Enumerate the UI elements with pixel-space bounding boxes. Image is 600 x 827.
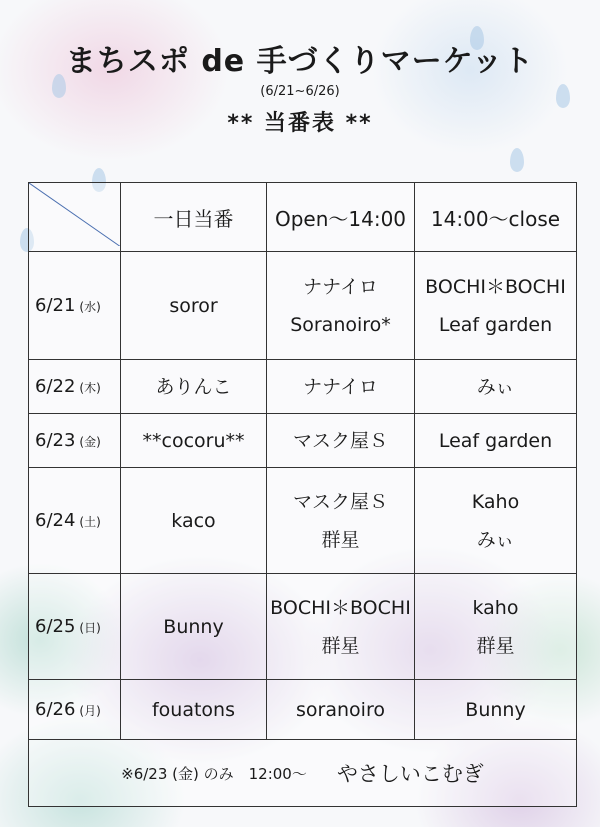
column-header-all-day: 一日当番 <box>121 183 267 252</box>
vendor-name: 群星 <box>476 634 515 657</box>
date-cell <box>29 468 121 574</box>
column-header-open-to-14: Open～14:00 <box>267 183 415 252</box>
open-to-14-cell <box>267 252 415 360</box>
14-to-close-cell <box>415 252 577 360</box>
table-row <box>29 414 577 468</box>
vendor-name: Kaho <box>471 490 520 513</box>
vendor-name: マスク屋Ｓ <box>292 429 388 452</box>
vendor-name: BOCHI＊BOCHI <box>270 596 411 619</box>
column-header-14-to-close: 14:00～close <box>415 183 577 252</box>
vendor-name: ナナイロ <box>303 275 378 298</box>
footer-name: やさしいこむぎ <box>336 762 484 787</box>
date-label: 6/24 <box>35 510 76 532</box>
vendor-name: みぃ <box>476 375 515 398</box>
table-header-row <box>29 183 577 252</box>
vendor-name: ナナイロ <box>303 375 378 398</box>
table-row <box>29 360 577 414</box>
vendor-name: 群星 <box>321 528 360 551</box>
14-to-close-cell <box>415 574 577 680</box>
date-cell <box>29 414 121 468</box>
date-cell <box>29 680 121 740</box>
vendor-name: Bunny <box>465 698 526 721</box>
diagonal-line-icon <box>29 183 120 246</box>
table-corner-cell <box>29 183 121 252</box>
14-to-close-cell <box>415 360 577 414</box>
table-row <box>29 680 577 740</box>
weekday-label: (月) <box>79 704 101 719</box>
vendor-name: Leaf garden <box>438 429 553 452</box>
14-to-close-cell <box>415 468 577 574</box>
weekday-label: (木) <box>79 381 101 396</box>
vendor-name: みぃ <box>476 528 515 551</box>
weekday-label: (日) <box>79 621 101 636</box>
vendor-name: soror <box>169 294 218 317</box>
all-day-cell <box>121 252 267 360</box>
date-cell <box>29 360 121 414</box>
vendor-name: fouatons <box>151 698 235 721</box>
open-to-14-cell <box>267 574 415 680</box>
page-title: まちスポ de 手づくりマーケット <box>65 44 535 79</box>
vendor-name: kaho <box>472 596 519 619</box>
date-label: 6/23 <box>35 430 76 452</box>
vendor-name: **cocoru** <box>142 429 245 452</box>
table-row <box>29 252 577 360</box>
date-cell <box>29 252 121 360</box>
date-label: 6/26 <box>35 699 76 721</box>
footer-note: ※6/23 (金) のみ 12:00～ <box>121 764 307 783</box>
14-to-close-cell <box>415 680 577 740</box>
weekday-label: (土) <box>79 515 101 530</box>
open-to-14-cell <box>267 680 415 740</box>
vendor-name: Soranoiro* <box>290 313 391 336</box>
vendor-name: soranoiro <box>296 698 385 721</box>
vendor-name: Leaf garden <box>438 313 553 336</box>
date-range: (6/21~6/26) <box>260 84 340 99</box>
table-footer-row <box>29 740 577 807</box>
date-label: 6/22 <box>35 376 76 398</box>
14-to-close-cell <box>415 414 577 468</box>
vendor-name: ありんこ <box>155 375 232 398</box>
date-label: 6/21 <box>35 295 76 317</box>
weekday-label: (金) <box>79 435 101 450</box>
all-day-cell <box>121 360 267 414</box>
open-to-14-cell <box>267 360 415 414</box>
table-row <box>29 574 577 680</box>
all-day-cell <box>121 468 267 574</box>
all-day-cell <box>121 680 267 740</box>
open-to-14-cell <box>267 468 415 574</box>
table-row <box>29 468 577 574</box>
footer-cell <box>29 740 577 807</box>
vendor-name: 群星 <box>321 634 360 657</box>
open-to-14-cell <box>267 414 415 468</box>
date-label: 6/25 <box>35 616 76 638</box>
vendor-name: BOCHI＊BOCHI <box>425 275 566 298</box>
vendor-name: マスク屋Ｓ <box>292 490 388 513</box>
date-cell <box>29 574 121 680</box>
raindrop-decoration <box>510 148 524 172</box>
page-subtitle: ** 当番表 ** <box>227 111 373 136</box>
all-day-cell <box>121 414 267 468</box>
vendor-name: Bunny <box>163 615 224 638</box>
weekday-label: (水) <box>79 300 101 315</box>
duty-schedule-table <box>28 182 576 807</box>
vendor-name: kaco <box>171 509 216 532</box>
all-day-cell <box>121 574 267 680</box>
